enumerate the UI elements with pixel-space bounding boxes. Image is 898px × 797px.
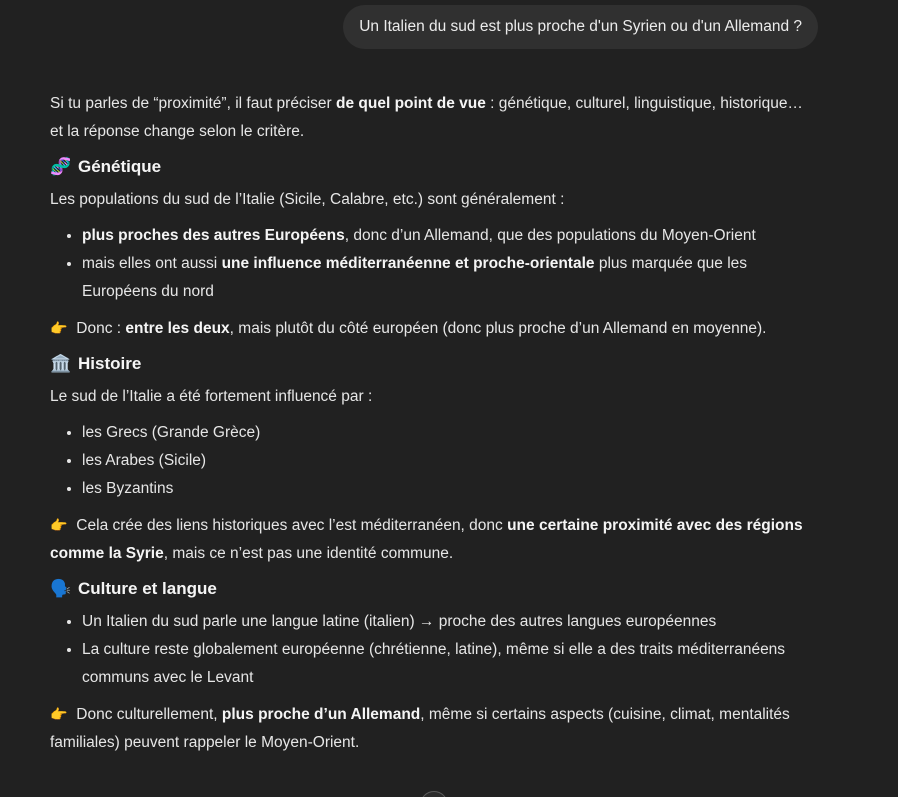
histoire-list [50,419,820,503]
conclusion-bold: entre les deux [125,320,230,337]
list-item-bold: plus proches des autres Européens [82,227,345,244]
section-title: Culture et langue [78,579,217,598]
conclusion-text: Donc : [72,320,126,337]
list-item [82,222,820,250]
conclusion-text: Donc culturellement, [72,706,222,723]
genetique-list [50,222,820,306]
conclusion-text: Cela crée des liens historiques avec l’est méditerranéen, donc [72,517,508,534]
list-item: • les Byzantins [82,475,820,503]
intro-bold: de quel point de vue [336,95,486,112]
assistant-answer [50,90,820,765]
intro-text: Si tu parles de “proximité”, il faut préciser [50,95,336,112]
section-title: Histoire [78,354,142,373]
pointing-hand-icon: 👉 [50,706,68,722]
section-conclusion [50,700,820,757]
list-item: • La culture reste globalement européenne (chrétienne, latine), même si elle a des traits méditerranéens communs avec le Levant [82,636,820,692]
dna-icon: 🧬 [50,157,72,176]
section-heading-histoire [50,351,820,377]
conclusion-text: , mais ce n’est pas une identité commune. [163,545,454,562]
conclusion-bold: une certaine proximité avec des régions comme la Syrie [50,517,803,562]
pointing-hand-icon: 👉 [50,320,68,336]
conclusion-bold: plus proche d’un Allemand [221,706,421,723]
section-conclusion [50,314,820,343]
user-message-row [343,5,818,49]
section-lead: Les populations du sud de l’Italie (Sicile, Calabre, etc.) sont généralement : [50,191,565,208]
list-item: • les Grecs (Grande Grèce) [82,419,820,447]
list-item-text: , donc d’un Allemand, que des populations du Moyen-Orient [344,227,756,244]
classical-building-icon: 🏛️ [50,354,72,373]
conclusion-text: , même si certains aspects (cuisine, climat, mentalités familiales) peuvent rappeler le Moyen-Orient. [50,706,790,751]
list-item-bold: une influence méditerranéenne et proche-orientale [221,255,595,272]
section-conclusion [50,511,820,568]
list-item: • les Arabes (Sicile) [82,447,820,475]
section-title: Génétique [78,157,162,176]
section-heading-culture [50,576,820,602]
section-heading-genetique [50,154,820,180]
pointing-hand-icon: 👉 [50,517,68,533]
list-item-text: mais elles ont aussi [82,255,222,272]
speaking-head-icon: 🗣️ [50,579,72,598]
intro-text-end: : génétique, culturel, linguistique, historique… et la réponse change selon le critère. [50,95,803,140]
intro-paragraph [50,90,820,146]
section-lead: Le sud de l’Italie a été fortement influencé par : [50,388,373,405]
culture-list [50,608,820,692]
user-message-bubble: Un Italien du sud est plus proche d'un Syrien ou d'un Allemand ? [343,5,818,49]
list-item-text: plus marquée que les Européens du nord [82,255,748,300]
list-item [82,250,820,306]
scroll-down-button[interactable] [420,791,448,797]
conclusion-text: , mais plutôt du côté européen (donc plus proche d’un Allemand en moyenne). [229,320,767,337]
list-item: • Un Italien du sud parle une langue latine (italien) → proche des autres langues européennes [82,608,820,636]
